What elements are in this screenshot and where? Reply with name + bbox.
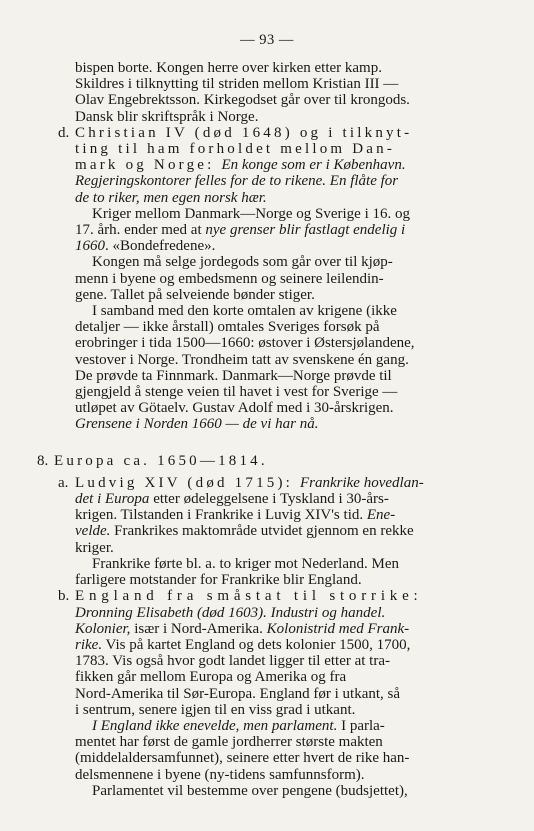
text-line: ting til ham forholdet mellom Dan-	[75, 141, 396, 158]
text-line: gene. Tallet på selveiende bønder stiger.	[75, 286, 315, 303]
subsection-label: d.	[58, 124, 70, 141]
text-line: Olav Engebrektsson. Kirkegodset går over til krongods.	[75, 92, 410, 109]
text-line: vestover i Norge. Trondheim tatt av svenskene én gang.	[75, 351, 409, 368]
text-span: rike.	[75, 636, 103, 653]
text-span: velde.	[75, 523, 111, 540]
text-line	[75, 238, 433, 254]
text-span: Kolonier,	[75, 620, 131, 637]
section-gap	[75, 433, 433, 449]
text-line: (middelaldersamfunnet), seinere etter hvert de rike han-	[75, 750, 410, 767]
text-line: i sentrum, senere igjen til en viss grad i utkant.	[75, 701, 356, 718]
text-span: de to riker, men egen norsk hær.	[75, 189, 267, 206]
text-span: Dronning Elisabeth (død 1603). Industri og handel.	[75, 604, 386, 621]
text-span: . «Bondefredene».	[105, 238, 216, 255]
text-line: Parlamentet vil bestemme over pengene (budsjettet),	[92, 782, 408, 799]
text-line: Dansk blir skriftspråk i Norge.	[75, 108, 259, 125]
text-line	[75, 491, 433, 507]
text-line: Skildres i tilknytting til striden mellom Kristian III —	[75, 76, 399, 93]
text-span: Grensene i Norden 1660 — de vi har nå.	[75, 416, 319, 433]
subsection-a	[58, 474, 433, 589]
text-span: Vis på kartet England og dets kolonier 1500, 1700,	[102, 636, 411, 653]
text-span: En konge som er i København.	[221, 157, 406, 174]
subsection-d	[58, 124, 433, 433]
text-line	[75, 157, 433, 173]
text-line: Kriger mellom Danmark—Norge og Sverige i 16. og	[92, 205, 410, 222]
section-title: Europa ca. 1650—1814.	[54, 452, 268, 469]
text-line	[75, 416, 433, 432]
text-line	[75, 621, 433, 637]
text-span: Kolonistrid med Frank-	[266, 620, 410, 637]
text-line: erobringer i tida 1500—1660: østover i Østersjølandene,	[75, 335, 415, 352]
text-span: 17. årh. ender med at	[75, 222, 206, 239]
text-line: bispen borte. Kongen herre over kirken etter kamp.	[75, 60, 382, 76]
text-line	[75, 475, 433, 491]
text-line: I samband med den korte omtalen av krigene (ikke	[92, 303, 397, 320]
text-line: farligere motstander for Frankrike blir England.	[75, 572, 362, 589]
text-line	[75, 507, 433, 523]
text-line: menn i byene og embedsmenn og seinere leilendin-	[75, 270, 384, 287]
section-label: 8.	[37, 452, 49, 469]
subsection-b	[58, 588, 433, 799]
text-line	[75, 637, 433, 653]
text-span: 1660	[75, 238, 105, 255]
text-span: I parla-	[337, 717, 385, 734]
text-span: det i Europa	[75, 491, 150, 508]
text-line: Nord-Amerika til Sør-Europa. England før i utkant, så	[75, 685, 401, 702]
text-span: nye grenser blir fastlagt endelig i	[205, 222, 406, 239]
text-line	[75, 173, 433, 189]
text-line: delsmennene i byene (ny-tidens samfunnsform).	[75, 766, 365, 783]
subsection-label: b.	[58, 588, 70, 605]
text-line: Kongen må selge jordegods som går over til kjøp-	[92, 254, 393, 271]
text-line: Christian IV (død 1648) og i tilknyt-	[75, 124, 413, 141]
section-8	[37, 452, 433, 469]
text-span: krigen. Tilstanden i Frankrike i Luvig XIV's tid.	[75, 507, 367, 524]
text-line: 1783. Vis også hvor godt landet ligger til etter at tra-	[75, 653, 390, 670]
text-line	[75, 190, 433, 206]
text-line: detaljer — ikke årstall) omtales Sveriges forsøk på	[75, 319, 380, 336]
text-span: Ene-	[366, 507, 396, 524]
text-span: Ludvig XIV (død 1715):	[75, 474, 300, 491]
text-span: mark og Norge:	[75, 157, 222, 174]
text-span: etter ødeleggelsene i Tyskland i 30-års-	[149, 491, 389, 508]
text-line: kriger.	[75, 539, 114, 556]
text-line: gjengjeld å stenge veien til havet i vest for Sverige —	[75, 384, 398, 401]
text-line	[75, 523, 433, 539]
text-span: Regjeringskontorer felles for de to rikene. En flåte for	[75, 173, 399, 190]
text-line: mentet har først de gamle jordherrer største makten	[75, 734, 383, 751]
text-line	[75, 605, 433, 621]
text-line: utløpet av Götaelv. Gustav Adolf med i 30-årskrigen.	[75, 400, 394, 417]
text-span: Frankrike hovedlan-	[299, 474, 424, 491]
text-span: I England ikke enevelde, men parlament.	[92, 717, 338, 734]
subsection-label: a.	[58, 474, 69, 491]
text-line	[75, 718, 433, 734]
text-line: Frankrike førte bl. a. to kriger mot Nederland. Men	[92, 555, 399, 572]
page-body	[37, 60, 433, 799]
text-span: især i Nord-Amerika.	[130, 620, 267, 637]
text-line	[75, 222, 433, 238]
text-span: Frankrikes maktområde utvidet gjennom en rekke	[110, 523, 414, 540]
page-number: — 93 —	[240, 32, 294, 48]
text-line: De prøvde ta Finnmark. Danmark—Norge prøvde til	[75, 367, 392, 384]
text-line: England fra småstat til storrike:	[75, 588, 423, 605]
text-line: fikken går mellom Europa og Amerika og fra	[75, 669, 347, 686]
